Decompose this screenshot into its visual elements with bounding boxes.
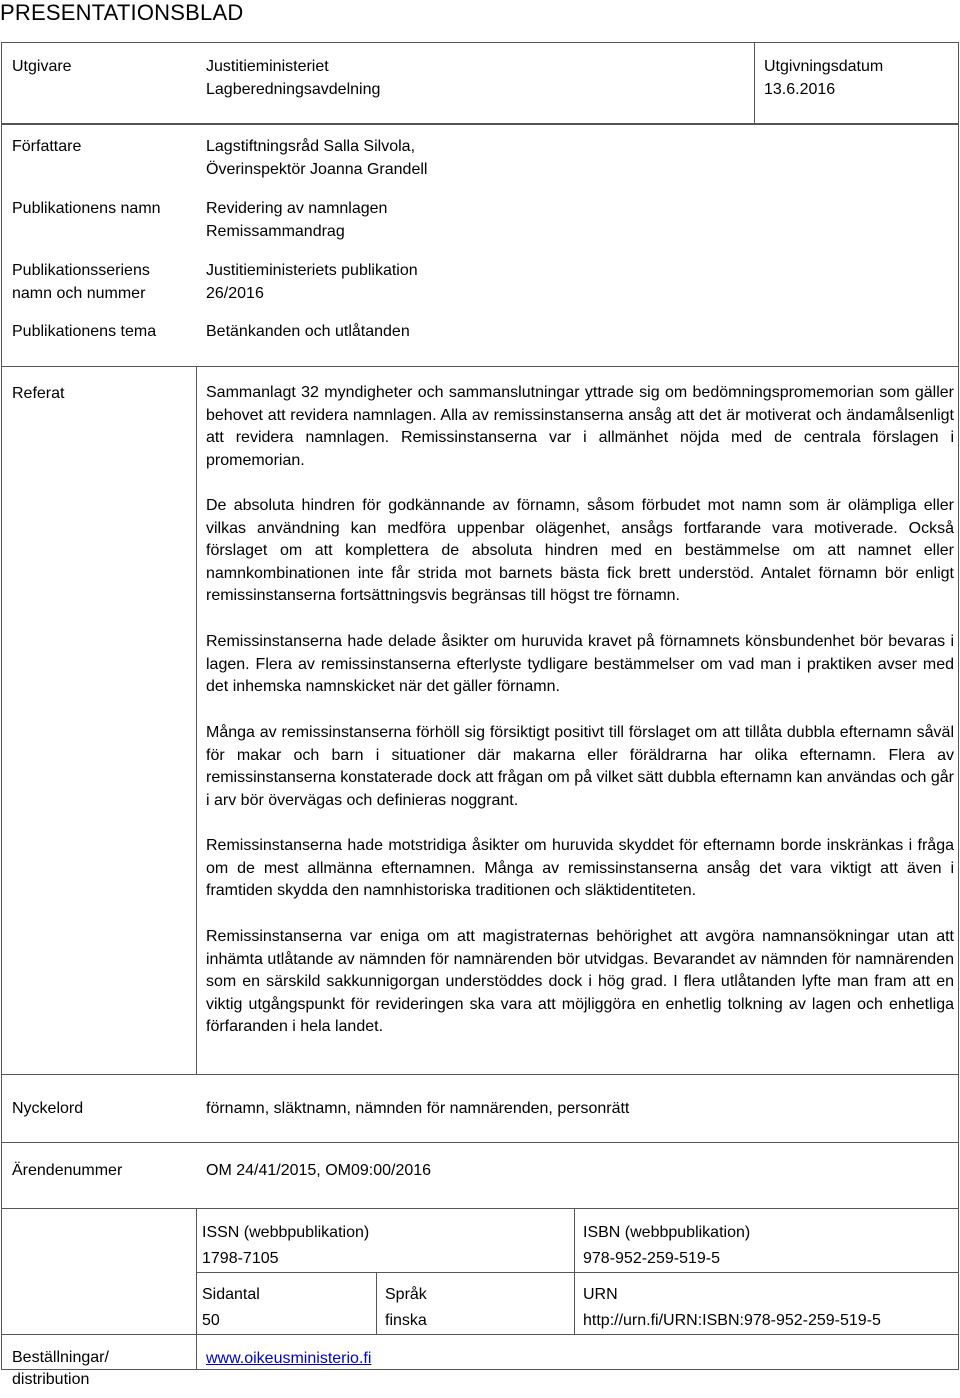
- footer-top-border: [1, 1208, 959, 1209]
- serie-line1: Justitieministeriets publikation: [206, 262, 418, 279]
- nyckelord-label: Nyckelord: [12, 1100, 84, 1117]
- utgivningsdatum-value: 13.6.2016: [764, 81, 836, 98]
- forfattare-line1: Lagstiftningsråd Salla Silvola,: [206, 138, 416, 155]
- referat-paragraph-1: Sammanlagt 32 myndigheter och sammanslutningar yttrade sig om bedömningspromemorian som gäller behovet att revidera namnlagen. Alla av remissinstanserna ansåg att det är motiverat och ändamålsenligt att revidera namnlagen. Remissinstanserna var i allmänhet nöjda med de centrala förslagen i promemorian.: [206, 384, 954, 469]
- publikationens-namn-line1: Revidering av namnlagen: [206, 200, 388, 217]
- footer-lower-border: [1, 1334, 959, 1335]
- nyckelord-top-border: [1, 1074, 959, 1075]
- urn-label: URN: [583, 1286, 618, 1303]
- bestallningar-label-line1: Beställningar/: [12, 1349, 109, 1366]
- utgivningsdatum-label: Utgivningsdatum: [764, 58, 884, 75]
- referat-paragraph-5: Remissinstanserna hade motstridiga åsikter om huruvida skyddet för efternamn borde inskränkas i fråga om de mest allmänna efternamnen. Många av remissinstanserna ansåg det vara viktigt att även i framtiden skydda den namnhistoriska traditionen och släktidentiteten.: [206, 837, 954, 900]
- header-divider: [754, 42, 755, 124]
- referat-column-divider: [196, 366, 197, 1074]
- issn-label: ISSN (webbpublikation): [202, 1224, 370, 1241]
- footer-left-divider: [196, 1208, 197, 1370]
- isbn-value: 978-952-259-519-5: [583, 1250, 720, 1267]
- bestallningar-label-line2: distribution: [12, 1371, 90, 1388]
- nyckelord-value: förnamn, släktnamn, nämnden för namnärenden, personrätt: [206, 1100, 630, 1117]
- footer-right-divider: [574, 1208, 575, 1334]
- arendenummer-top-border: [1, 1142, 959, 1143]
- referat-paragraph-2: De absoluta hindren för godkännande av förnamn, såsom förbudet mot namn som är olämpliga eller vilkas användning kan medföra uppenbar olägenhet, ansågs fortfarande vara motiverade. Också förslaget om att komplettera de absoluta hindren med en bestämmelse om att namnet eller namnkombinationen inte får strida mot barnets bästa fick brett understöd. Antalet förnamn bör enligt remissinstanserna fortsättningsvis begränsas till högst tre förnamn.: [206, 497, 954, 605]
- serie-line2: 26/2016: [206, 285, 264, 302]
- footer-sprak-divider: [376, 1272, 377, 1334]
- serie-label-line2: namn och nummer: [12, 285, 146, 302]
- referat-paragraph-3: Remissinstanserna hade delade åsikter om huruvida kravet på förnamnets könsbundenhet bör bevaras i lagen. Flera av remissinstanserna efterlyste tydligare bestämmelser om vad man i praktiken avser med det inhemska namnskicket när det gäller förnamn.: [206, 633, 954, 696]
- forfattare-label: Författare: [12, 138, 82, 155]
- tema-label: Publikationens tema: [12, 323, 157, 340]
- sidantal-value: 50: [202, 1312, 220, 1329]
- page-title: PRESENTATIONSBLAD: [0, 0, 244, 25]
- issn-value: 1798-7105: [202, 1250, 279, 1267]
- serie-label-line1: Publikationsseriens: [12, 262, 150, 279]
- footer-mid-border: [196, 1272, 959, 1273]
- publikationens-namn-line2: Remissammandrag: [206, 223, 345, 240]
- isbn-label: ISBN (webbpublikation): [583, 1224, 751, 1241]
- urn-value: http://urn.fi/URN:ISBN:978-952-259-519-5: [583, 1312, 881, 1329]
- tema-value: Betänkanden och utlåtanden: [206, 323, 410, 340]
- website-link[interactable]: www.oikeusministerio.fi: [206, 1350, 372, 1367]
- forfattare-line2: Överinspektör Joanna Grandell: [206, 161, 428, 178]
- referat-label: Referat: [12, 385, 65, 402]
- sprak-value: finska: [385, 1312, 427, 1329]
- referat-paragraph-6: Remissinstanserna var eniga om att magistraternas behörighet att avgöra namnansökningar utan att inhämta utlåtande av nämnden för namnärenden bör utvidgas. Bevarandet av nämnden för namnärenden som en särskild sakkunnigorgan understöddes dock i hög grad. I flera utlåtanden lyfte man fram att en viktig utgångspunkt för revideringen ska vara att möjliggöra en enhetlig tolkning av lagen och enhetliga förfaranden i hela landet.: [206, 928, 954, 1036]
- sprak-label: Språk: [385, 1286, 427, 1303]
- utgivare-label: Utgivare: [12, 58, 72, 75]
- publikationens-namn-label: Publikationens namn: [12, 200, 161, 217]
- referat-paragraph-4: Många av remissinstanserna förhöll sig försiktigt positivt till förslaget om att tillåta dubbla efternamn såväl för makar och barn i situationer där makarna eller föräldrarna har olika efternamn. Flera av remissinstanserna konstaterade dock att frågan om på vilket sätt dubbla efternamn kan användas och går i arv bör övervägas och definieras noggrant.: [206, 724, 954, 809]
- arendenummer-label: Ärendenummer: [12, 1162, 123, 1179]
- utgivare-line2: Lagberedningsavdelning: [206, 81, 381, 98]
- utgivare-line1: Justitieministeriet: [206, 58, 329, 75]
- sidantal-label: Sidantal: [202, 1286, 260, 1303]
- arendenummer-value: OM 24/41/2015, OM09:00/2016: [206, 1162, 432, 1179]
- meta-divider: [1, 366, 959, 367]
